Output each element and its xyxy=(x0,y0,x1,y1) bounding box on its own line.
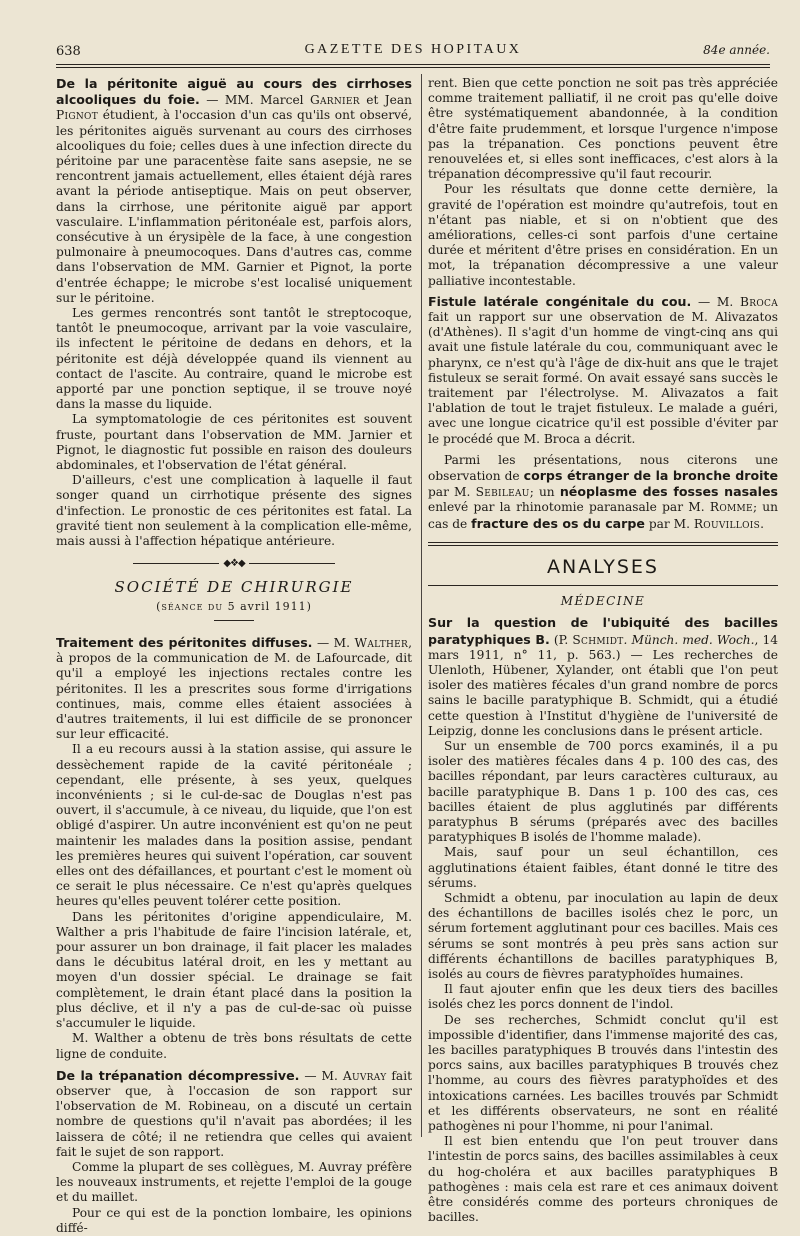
section-rule-thin xyxy=(428,545,778,546)
paragraph: Schmidt a obtenu, par inoculation au lapin de deux des échantillons de bacilles isolés chez le porc, un sérum fortement agglutinant pour ces bacilles. Mais ces sérums se sont montrés à peu près sans action sur différents échantillons de bacilles paratyphiques B, isolés au cours de fièvres paratyphoïdes humaines. xyxy=(428,890,778,981)
text-run: enlevé par la rhinotomie paranasale par M. xyxy=(428,500,710,515)
journal-ref: . Münch. med. Woch. xyxy=(623,632,755,647)
author-name: Garnier xyxy=(309,93,360,108)
paragraph-text: , à propos de la communication de M. de Lafourcade, dit qu'il a employé les injections rectales contre les péritonites. Il les a prescrites sous forme d'irrigations continues, mais, comme elles étaient associées à d'autres traitements, il lui est difficile de se prononcer sur leur efficacité. xyxy=(56,636,412,742)
paragraph: Il faut ajouter enfin que les deux tiers des bacilles isolés chez les porcs donnent de l'indol. xyxy=(428,982,778,1012)
paragraph: Pour ce qui est de la ponction lombaire, les opinions diffé- xyxy=(56,1205,412,1235)
author-name: Romme xyxy=(709,500,753,515)
paragraph: Les germes rencontrés sont tantôt le streptocoque, tantôt le pneumocoque, arrivant par la voie vasculaire, ils infectent le péritoine de dedans en dehors, et la péritonite est déjà développée quand ils viennent au contact de l'ascite. Au contraire, quand le microbe est apporté par une ponction septique, il se trouve noyé dans la masse du liquide. xyxy=(56,306,412,412)
author-name: Rouvillois xyxy=(693,516,761,531)
paragraph: Mais, sauf pour un seul échantillon, ces agglutinations étaient faibles, étant donné le titre des sérums. xyxy=(428,845,778,890)
article-title: Sur la question de l'ubiquité des bacilles paratyphiques B. xyxy=(428,615,778,647)
paragraph-text: — Les recherches de Ulenloth, Hübener, Xylander, ont établi que l'on peut isoler des matières fécales d'un grand nombre de porcs sains le bacille paratyphique B. Schmidt, qui a étudié cette question à l'Institut d'hygiène de l'université de Leipzig, donne les conclusions dans le présent article. xyxy=(428,647,778,738)
paragraph-text: fait observer que, à l'occasion de son rapport sur l'observation de M. Robineau, on a discuté un certain nombre de questions qu'il n'avait pas abordées; il les laissera de côté; il ne retiendra que celles qui avaient fait le sujet de son rapport. xyxy=(56,1068,412,1159)
session-date xyxy=(56,599,412,614)
header-rule-thin xyxy=(56,67,770,68)
text-run: (P. xyxy=(549,632,573,647)
text-run: — M. xyxy=(312,636,355,651)
author-name: Walther xyxy=(354,636,409,651)
text-run: . xyxy=(760,516,764,531)
paragraph: La symptomatologie de ces péritonites est souvent fruste, pourtant dans l'observation de MM. Jarnier et Pignot, le diagnostic fut possible en raison des douleurs abdominales, et l'observation de l'état général. xyxy=(56,412,412,473)
paragraph-text: fait un rapport sur une observation de M. Alivazatos (d'Athènes). Il s'agit d'un homme de vingt-cinq ans qui avait une fistule latérale du cou, communiquant avec le pharynx, ce n'est qu'à l'âge de dix-huit ans que le trajet fistuleux se serait formé. On avait essayé sans succès le traitement par l'électrolyse. M. Alivazatos a fait l'ablation de tout le trajet fistuleux. Le malade a guéri, avec une longue cicatrice qu'il est possible d'éviter par le procédé que M. Broca a décrit. xyxy=(428,310,778,446)
paragraph: Il a eu recours aussi à la station assise, qui assure le dessèchement rapide de la cavité péritonéale ; cependant, elle présente, à ses yeux, quelques inconvénients ; si le cul-de-sac de Douglas n'est pas ouvert, il s'accumule, à ce niveau, du liquide, que l'on est obligé d'aspirer. Un autre inconvénient est qu'on ne peut maintenir les malades dans la position assise, pendant les premières heures qui suivent l'opération, car souvent elles ont des défaillances, et pourtant c'est le moment où ce serait le plus nécessaire. Ce n'est qu'après quelques heures qu'elles peuvent tolérer cette position. xyxy=(56,742,412,909)
paragraph: De ses recherches, Schmidt conclut qu'il est impossible d'identifier, dans l'immense majorité des cas, les bacilles paratyphiques B trouvés dans l'intestin des porcs sains, aux bacilles paratyphiques B trouvés chez l'homme, au cours des fièvres paratyphoïdes et des intoxications carnées. Les bacilles trouvés par Schmidt et les différents observateurs, ne sont en réalité pathogènes ni pour l'homme, ni pour l'animal. xyxy=(428,1012,778,1133)
right-column xyxy=(428,76,778,1225)
text-run: 5 avril 1911) xyxy=(223,599,312,613)
paragraph: Il est bien entendu que l'on peut trouver dans l'intestin de porcs sains, des bacilles assimilables à ceux du hog-choléra et aux bacilles paratyphiques B pathogènes : mais cela est rare et ces animaux doivent être considérés comme des porteurs chroniques de bacilles. xyxy=(428,1134,778,1225)
presentations-paragraph xyxy=(428,453,778,532)
highlight-term: néoplasme des fosses nasales xyxy=(559,484,778,500)
column-divider xyxy=(421,74,422,1137)
author-name: Auvray xyxy=(342,1068,387,1083)
paragraph: Dans les péritonites d'origine appendiculaire, M. Walther a pris l'habitude de faire l'incision latérale, et, pour assurer un bon drainage, il fait placer les malades dans le décubitus latéral droit, en les y mettant au moyen d'un dossier spécial. Le drainage se fait complètement, le drain étant placé dans la position la plus déclive, et il n'y a pas de cul-de-sac où puisse s'accumuler le liquide. xyxy=(56,909,412,1031)
article-title: De la péritonite aiguë au cours des cirrhoses alcooliques du foie. xyxy=(56,76,412,108)
author-name: Pignot xyxy=(56,108,99,123)
text-run: ( xyxy=(156,599,162,613)
highlight-term: fracture des os du carpe xyxy=(471,515,645,531)
article-paratyphiques xyxy=(428,615,778,739)
paragraph: D'ailleurs, c'est une complication à laquelle il faut songer quand un cirrhotique présente des signes d'infection. Le pronostic de ces péritonites est fatal. La gravité tient non seulement à la complication elle-même, mais aussi à l'affection hépatique antérieure. xyxy=(56,473,412,549)
text-run: — M. xyxy=(691,294,740,309)
article-trepanation xyxy=(56,1068,412,1160)
section-rule xyxy=(428,542,778,543)
paragraph: rent. Bien que cette ponction ne soit pas très appréciée comme traitement palliatif, il ne croit pas qu'elle doive être systématiquement abandonnée, à la condition d'être faite prudemment, et lorsque l'urgence n'impose pas la trépanation. Ces ponctions peuvent être renouvelées et, si elles sont inefficaces, c'est alors à la trépanation décompressive qu'il faut recourir. xyxy=(428,76,778,182)
paragraph: Comme la plupart de ses collègues, M. Auvray préfère les nouveaux instruments, et rejette l'emploi de la gouge et du maillet. xyxy=(56,1159,412,1205)
analyses-heading: ANALYSES xyxy=(546,555,659,578)
author-name: Sebileau xyxy=(475,485,530,500)
text-run: ; un cas de xyxy=(428,500,778,531)
text-run: Parmi les présentations, nous citerons une observation de xyxy=(428,452,778,484)
text-run: séance du xyxy=(161,599,224,613)
article-fistule xyxy=(428,294,778,447)
author-name: Schmidt xyxy=(572,632,624,647)
section-title: SOCIÉTÉ DE CHIRURGIE xyxy=(114,577,354,596)
page-header xyxy=(56,36,770,66)
text-run: ; un xyxy=(529,485,560,500)
article-title: De la trépanation décompressive. xyxy=(56,1067,300,1083)
text-run: — M. xyxy=(299,1068,343,1083)
text-run: par M. xyxy=(644,516,694,531)
author-name: Broca xyxy=(740,294,778,309)
article-peritonites xyxy=(56,635,412,742)
paragraph: Sur un ensemble de 700 porcs examinés, il a pu isoler des matières fécales dans 4 p. 100 des cas, des bacilles répondant, par leurs caractères culturaux, au bacille paratyphique B. Dans 1 p. 100 des cas, ces bacilles étaient de plus agglutinés par différents paratyphus B sérums (préparés avec des bacilles paratyphiques B isolés de l'homme malade). xyxy=(428,738,778,845)
text-run: et Jean xyxy=(359,93,412,108)
year-label: 84e année. xyxy=(703,43,770,57)
text-run: par M. xyxy=(428,485,476,500)
paragraph: Pour les résultats que donne cette dernière, la gravité de l'opération est moindre qu'autrefois, tout en n'étant pas niable, et si on n'obtient que des améliorations, celles-ci sont parfois d'une certaine durée et méritent d'être prises en considération. En un mot, la trépanation décompressive a une valeur palliative incontestable. xyxy=(428,182,778,288)
article-title: Traitement des péritonites diffuses. xyxy=(56,635,313,651)
paragraph: M. Walther a obtenu de très bons résultats de cette ligne de conduite. xyxy=(56,1031,412,1061)
header-rule xyxy=(56,64,770,65)
highlight-term: corps étranger de la bronche droite xyxy=(523,468,778,484)
left-column xyxy=(56,76,412,1236)
section-ornament: ◆❖◆ xyxy=(56,556,412,571)
article-title: Fistule latérale congénitale du cou. xyxy=(428,293,692,309)
short-rule xyxy=(214,620,254,621)
text-run: — MM. Marcel xyxy=(199,93,310,108)
page-number: 638 xyxy=(56,44,81,59)
paragraph-text: étudient, à l'occasion d'un cas qu'ils ont observé, les péritonites aiguës survenant au cours des cirrhoses alcooliques du foie; celles dues à une infection directe du péritoine par une paracentèse faite sans asepsie, ne se rencontrent jamais actuellement, elles étaient déjà rares avant la période antiseptique. Mais on peut observer, dans la cirrhose, une péritonite aiguë par apport vasculaire. L'inflammation péritonéale est, parfois alors, consécutive à un érysipèle de la face, à une congestion pulmonaire à pneumocoques. Dans d'autres cas, comme dans l'observation de MM. Garnier et Pignot, la porte d'entrée échappe; le microbe s'est localisé uniquement sur le péritoine. xyxy=(56,108,412,305)
journal-title: GAZETTE DES HOPITAUX xyxy=(304,42,522,57)
medecine-heading: MÉDECINE xyxy=(560,594,646,609)
article-cirrhoses xyxy=(56,76,412,306)
analyses-rule xyxy=(428,585,778,586)
text-run: , 14 mars 1911, n° 11, p. 563.) xyxy=(428,632,778,662)
